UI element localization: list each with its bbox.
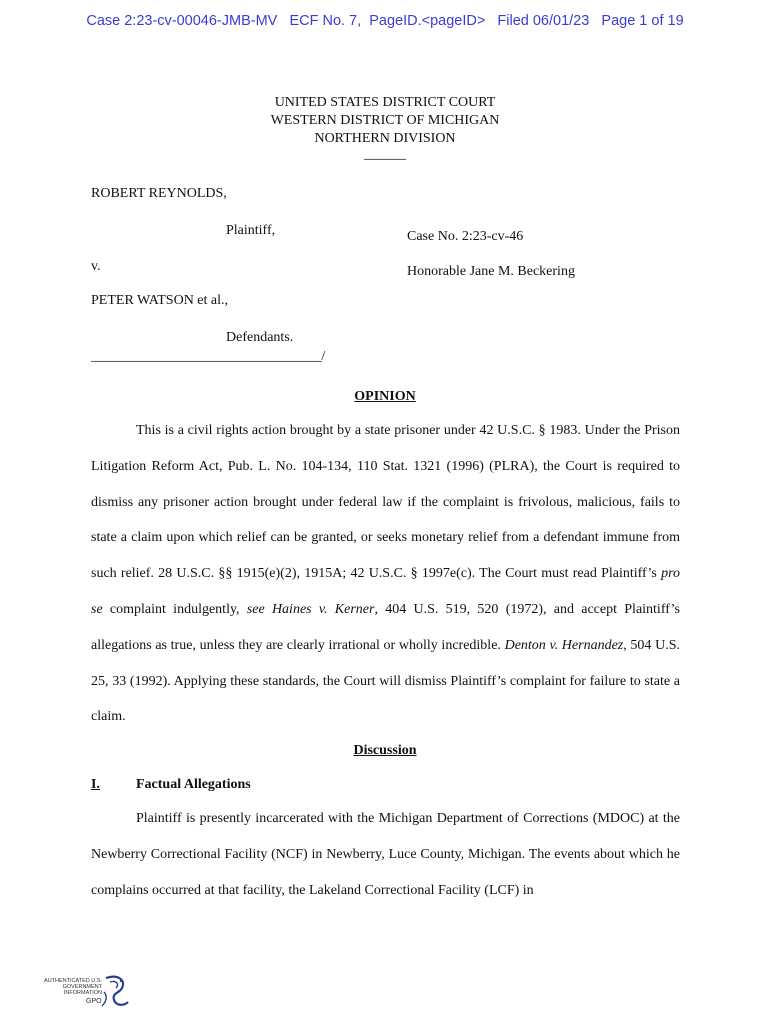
eagle-logo-icon <box>44 972 134 1016</box>
plaintiff-name: ROBERT REYNOLDS, <box>91 186 227 201</box>
plaintiff-role: Plaintiff, <box>226 223 276 238</box>
opinion-paragraph-1: This is a civil rights action brought by a state prisoner under 42 U.S.C. § 1983. Under the Prison Litigation Reform Act, Pub. L. No. 104-134, 110 Stat. 1321 (1996) (PLRA), the Court is required to dismiss any prisoner action brought under federal law if the complaint is frivolous, malicious, fails to state a claim upon which relief can be granted, or seeks monetary relief from a defendant immune from such relief. 28 U.S.C. §§ 1915(e)(2), 1915A; 42 U.S.C. § 1997e(c). The Court must read Plaintiff’s pro se complaint indulgently, see Haines v. Kerner, 404 U.S. 519, 520 (1972), and accept Plaintiff’s allegations as true, unless they are clearly irrational or wholly incredible. Denton v. Hernandez, 504 U.S. 25, 33 (1992). Applying these standards, the Court will dismiss Plaintiff’s complaint for failure to state a claim. <box>91 423 681 725</box>
versus: v. <box>91 259 101 274</box>
header-ecf: ECF No. 7, <box>289 13 362 29</box>
section-number: I. <box>91 777 100 792</box>
opinion-title: OPINION <box>354 389 416 404</box>
case-number: Case No. 2:23-cv-46 <box>407 229 524 244</box>
defendant-name: PETER WATSON et al., <box>91 293 229 308</box>
judge-name: Honorable Jane M. Beckering <box>407 264 575 279</box>
caption-closing-rule: ____________________________________/ <box>91 349 325 364</box>
header-filed: Filed 06/01/23 <box>497 13 590 29</box>
court-district: WESTERN DISTRICT OF MICHIGAN <box>270 113 500 128</box>
discussion-heading: Discussion <box>353 743 417 758</box>
header-page: Page 1 of 19 <box>601 13 684 29</box>
header-pageid: PageID.<pageID> <box>369 13 486 29</box>
section-title: Factual Allegations <box>136 777 251 792</box>
court-name: UNITED STATES DISTRICT COURT <box>274 95 496 110</box>
seal-text: AUTHENTICATED U.S. GOVERNMENT INFORMATION <box>44 978 102 996</box>
header-case: Case 2:23-cv-00046-JMB-MV <box>86 13 278 29</box>
court-division: NORTHERN DIVISION <box>314 131 456 146</box>
court-rule: ______ <box>364 147 406 162</box>
court-heading <box>0 94 770 164</box>
gpo-authentication-seal <box>44 972 134 1016</box>
defendant-role: Defendants. <box>226 330 294 345</box>
gpo-label: GPO <box>86 998 102 1005</box>
factual-paragraph: Plaintiff is presently incarcerated with the Michigan Department of Corrections (MDOC) at the Newberry Correctional Facility (NCF) in Newberry, Luce County, Michigan. The events about which he complains occurred at that facility, the Lakeland Correctional Facility (LCF) in <box>91 811 680 898</box>
filing-header <box>0 13 770 29</box>
